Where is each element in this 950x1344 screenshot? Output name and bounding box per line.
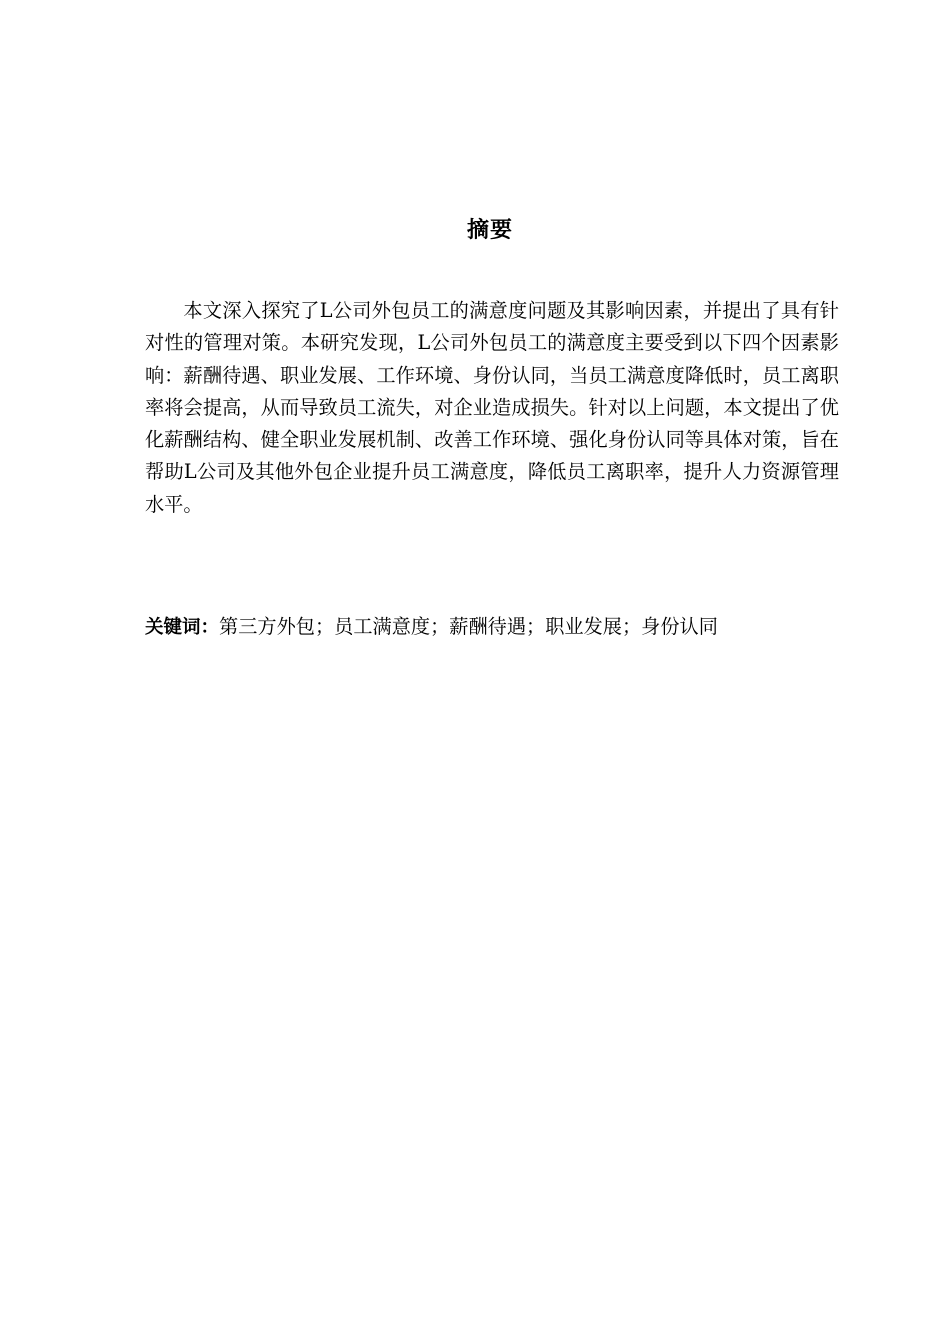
keywords-list: 第三方外包；员工满意度；薪酬待遇；职业发展；身份认同 — [219, 615, 718, 638]
keywords-line — [145, 611, 839, 644]
keywords-label: 关键词： — [145, 617, 220, 638]
abstract-paragraph: 本文深入探究了L公司外包员工的满意度问题及其影响因素，并提出了具有针对性的管理对策。本研究发现，L公司外包员工的满意度主要受到以下四个因素影响：薪酬待遇、职业发展、工作环境、身份认同，当员工满意度降低时，员工离职率将会提高，从而导致员工流失，对企业造成损失。针对以上问题，本文提出了优化薪酬结构、健全职业发展机制、改善工作环境、强化身份认同等具体对策，旨在帮助L公司及其他外包企业提升员工满意度，降低员工离职率，提升人力资源管理水平。 — [145, 299, 839, 516]
abstract-title: 摘要 — [466, 218, 513, 243]
